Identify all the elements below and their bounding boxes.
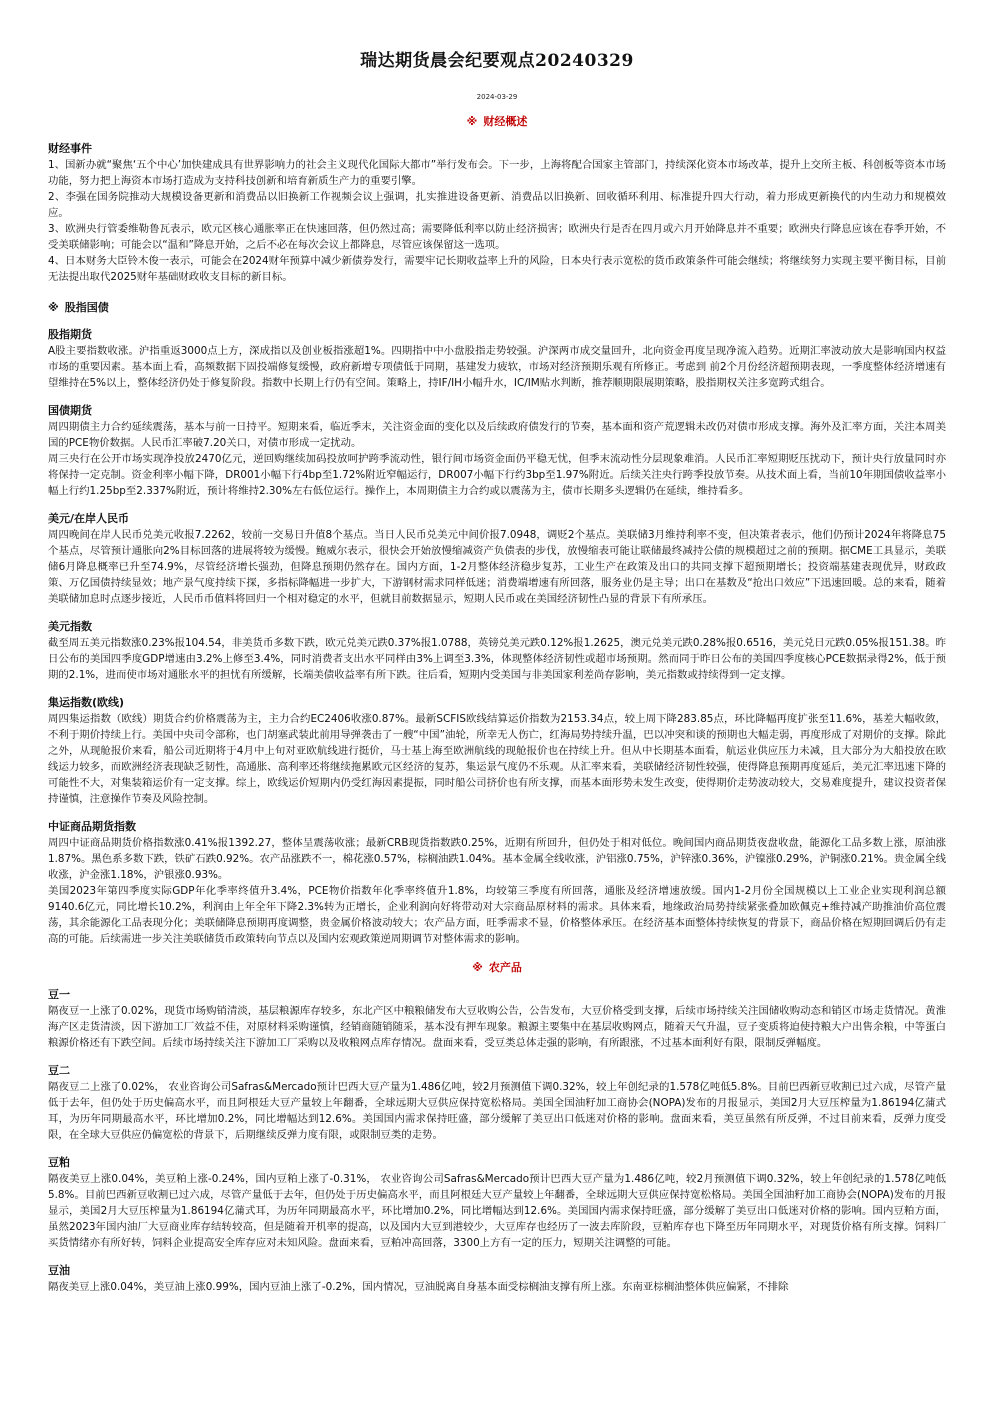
section-title: 农产品 — [488, 961, 522, 974]
block-usd-cny — [48, 511, 946, 607]
paragraph: A股主要指数收涨。沪指重返3000点上方，深成指以及创业板指涨超1%。四期指中中小盘股指走势较强。沪深两市成交量回升，北向资金再度呈现净流入趋势。近期汇率波动放大是影响国内权益市场的重要因素。基本面上看，高频数据下固投端修复缓慢，政府新增专项债低于同期，基建发力疲软，市场对经济预期乐观有所修正。考虑到 前2个月份经济超预期表现，一季度整体经济增速有望维持在5%以上，整体经济仍处于修复阶段。指数中长期上行仍有空间。策略上，持IF/IH小幅升水，IC/IM贴水判断，推荐顺期限展期策略，股指期权关注多宽跨式组合。 — [48, 345, 946, 389]
block-dollar-index — [48, 619, 946, 683]
paragraph: 隔夜美豆上涨0.04%，美豆粕上涨-0.24%，国内豆粕上涨了-0.31%， 农业咨询公司Safras&Mercado预计巴西大豆产量为1.486亿吨，较2月预测值下调0.32%，较上年创纪录的1.578亿吨低5.8%。目前巴西新豆收割已过六成，尽管产量低于去年，但仍处于历史偏高水平，而且阿根廷大豆产量较上年翻番，全球远期大豆供应保持宽松格局。美国全国油籽加工商协会(NOPA)发布的月报显示，美国2月大豆压榨量为1.86194亿蒲式耳，为历年同期最高水平，环比增加0.2%，同比增幅达到12.6%。美国国内需求保持旺盛，部分缓解了美豆出口低迷对价格的影响。国内豆粕方面，虽然2023年国内油厂大豆商业库存结转较高，但是随着开机率的提高，以及国内大豆到港较少，大豆库存也经历了一波去库阶段，豆粕库存也下降至历年同期水平，对现货价格有所支撑。饲料厂买货情绪亦有所好转，饲料企业提高安全库存应对未知风险。盘面来看，豆粕冲高回落，3300上方有一定的压力，短期关注调整的可能。 — [48, 1173, 946, 1249]
block-title: 美元/在岸人民币 — [48, 512, 130, 525]
section-index-bonds-heading — [48, 299, 946, 315]
block-commodity-index — [48, 819, 946, 947]
paragraph: 周四期债主力合约延续震荡，基本与前一日持平。短期来看，临近季末，关注资金面的变化以及后续政府债发行的节奏，基本面和资产荒逻辑未改仍对债市形成支撑。海外及汇率方面，关注本周美国的PCE物价数据。人民币汇率破7.20关口，对债市形成一定扰动。 — [48, 421, 946, 449]
block-title: 美元指数 — [48, 620, 92, 633]
block-stock-index-futures — [48, 327, 946, 391]
paragraph: 4、日本财务大臣铃木俊一表示，可能会在2024财年预算中减少新债券发行，需要牢记长期收益率上升的风险，日本央行表示宽松的货币政策条件可能会继续；将继续努力实现主要平衡目标，目前无法提出取代2025财年基础财政收支目标的新目标。 — [48, 255, 946, 283]
paragraph: 截至周五美元指数涨0.23%报104.54，非美货币多数下跌，欧元兑美元跌0.37%报1.0788，英镑兑美元跌0.12%报1.2625，澳元兑美元跌0.28%报0.6516，美元兑日元跌0.05%报151.38。昨日公布的美国四季度GDP增速由3.2%上修至3.4%，同时消费者支出水平同样由3%上调至3.3%，体现整体经济韧性或超市场预期。然而同于昨日公布的美国四季度核心PCE数据录得2%，低于预期的2.1%，进而使市场对通胀水平的担忧有所缓解，长端美债收益率有所下跌。往后看，短期内受美国与非美国家利差尚存影响，美元指数或持续得到一定支撑。 — [48, 637, 946, 681]
paragraph: 隔夜豆二上涨了0.02%， 农业咨询公司Safras&Mercado预计巴西大豆产量为1.486亿吨，较2月预测值下调0.32%，较上年创纪录的1.578亿吨低5.8%。目前巴西新豆收割已过六成，尽管产量低于去年，但仍处于历史偏高水平，而且阿根廷大豆产量较上年翻番，全球远期大豆供应保持宽松格局。美国全国油籽加工商协会(NOPA)发布的月报显示，美国2月大豆压榨量为1.86194亿蒲式耳，为历年同期最高水平，环比增加0.2%，同比增幅达到12.6%。美国国内需求保持旺盛，部分缓解了美豆出口低迷对价格的影响。盘面来看，美豆虽然有所反弹，不过目前来看，反弹力度受限，在全球大豆供应仍偏宽松的背景下，后期继续反弹力度有限，或限制豆类的走势。 — [48, 1081, 946, 1141]
block-soybean-1 — [48, 987, 946, 1051]
paragraph: 隔夜豆一上涨了0.02%，现货市场购销清淡，基层粮源库存较多，东北产区中粮粮储发布大豆收购公告，公告发布，大豆价格受到支撑，后续市场持续关注国储收购动态和销区市场走货情况。黄淮海产区走货清淡，因下游加工厂效益不佳，对原材料采购谨慎，经销商随销随采，基本没有押车现象。粮源主要集中在基层收购网点，随着天气升温，豆子变质将迫使持粮大户出售余粮，中等蛋白粮源价格还有下跌空间。后续市场持续关注下游加工厂采购以及收粮网点库存情况。盘面来看，受豆类总体走强的影响，有所跟涨，不过基本面利好有限，限制反弹幅度。 — [48, 1005, 946, 1049]
block-title: 豆粕 — [48, 1156, 70, 1169]
block-soybean-meal — [48, 1155, 946, 1251]
block-title: 豆二 — [48, 1064, 70, 1077]
doc-title: 瑞达期货晨会纪要观点20240329 — [360, 51, 634, 71]
paragraph: 隔夜美豆上涨0.04%，美豆油上涨0.99%，国内豆油上涨了-0.2%，国内情况，豆油脱离自身基本面受棕榈油支撑有所上涨。东南亚棕榈油整体供应偏紧，不排除 — [48, 1281, 789, 1293]
paragraph: 周四集运指数（欧线）期货合约价格震荡为主，主力合约EC2406收涨0.87%。最新SCFIS欧线结算运价指数为2153.34点，较上周下降283.85点，环比降幅再度扩张至11.6%，基差大幅收敛，不利于期价持续上行。美国中央司令部称，也门胡塞武装此前用导弹袭击了一艘“中国”油轮，所幸无人伤亡，红海局势持续升温，巴以冲突和谈的预期也大幅走弱，再度形成了对期价的支撑。除此之外，从现舱报价来看，船公司近期将于4月中上旬对亚欧航线进行挺价，马士基上海至欧洲航线的现舱报价也在持续上升。但从中长期基本面看，航运业供应压力未减，且大部分为大船投放在欧线运力较多，而欧洲经济表现缺乏韧性，高通胀、高利率还将继续拖累欧元区经济的复苏，集运景气度仍不乐观。从汇率来看，美联储经济韧性较强，使得降息预期再度延后，美元汇率迅速下降的可能性不大，对集装箱运价有一定支撑。综上，欧线运价短期内仍受红海因素提振，同时船公司挤价也有所支撑，而基本面形势未发生改变，使得期价走势波动较大，交易难度提升，建议投资者保持谨慎，注意操作节奏及风险控制。 — [48, 713, 946, 805]
block-title: 财经事件 — [48, 142, 92, 155]
block-treasury-futures — [48, 403, 946, 499]
section-agri-heading — [48, 959, 946, 975]
block-soybean-oil — [48, 1263, 946, 1295]
block-title: 国债期货 — [48, 404, 92, 417]
section-marker-icon: ※ — [48, 301, 59, 314]
block-finance-events — [48, 141, 946, 285]
paragraph: 2、李强在国务院推动大规模设备更新和消费品以旧换新工作视频会议上强调，扎实推进设备更新、消费品以旧换新、回收循环利用、标准提升四大行动，着力形成更新换代的内生动力和规模效应。 — [48, 191, 946, 219]
block-title: 豆油 — [48, 1264, 70, 1277]
block-container-freight — [48, 695, 946, 807]
block-title: 集运指数(欧线) — [48, 696, 125, 709]
paragraph: 1、国新办就“聚焦‘五个中心’加快建成具有世界影响力的社会主义现代化国际大都市”举行发布会。下一步，上海将配合国家主管部门，持续深化资本市场改革，提升上交所主板、科创板等资本市场功能，努力把上海资本市场打造成为支持科技创新和培育新质生产力的重要引擎。 — [48, 159, 946, 187]
block-title: 豆一 — [48, 988, 70, 1001]
paragraph: 周四晚间在岸人民币兑美元收报7.2262，较前一交易日升值8个基点。当日人民币兑美元中间价报7.0948，调贬2个基点。美联储3月维持利率不变，但决策者表示，他们仍预计2024年将降息75个基点，尽管预计通胀向2%目标回落的进展将较为缓慢。鲍威尔表示，很快会开始放慢缩减资产负债表的步伐，放慢缩表可能让联储最终减持公债的规模超过之前的预期。据CME工具显示，美联储6月降息概率已升至74.9%，尽管经济增长强劲，但降息预期仍然存在。国内方面，1-2月整体经济稳步复苏，工业生产在政策及出口的共同支撑下超预期增长；投资端基建表现优异，财政政策、万亿国债持续显效；地产景气度持续下探，多指标降幅进一步扩大，下游钢材需求同样低迷；消费端增速有所回落，服务业仍是主导；出口在基数及“抢出口效应”下迅速回暖。总的来看，随着美联储加息时点逐步接近，人民币币值料将回归一个相对稳定的水平，但就目前数据显示，短期人民币或在美国经济韧性凸显的背景下有所承压。 — [48, 529, 946, 605]
section-marker-icon: ※ — [466, 115, 478, 128]
section-finance-heading — [48, 113, 946, 129]
doc-date: 2024-03-29 — [476, 93, 518, 101]
block-title: 股指期货 — [48, 328, 92, 341]
block-title: 中证商品期货指数 — [48, 820, 136, 833]
section-title: 股指国债 — [64, 301, 109, 314]
paragraph: 周四中证商品期货价格指数涨0.41%报1392.27，整体呈震荡收涨；最新CRB现货指数跌0.25%，近期有所回升，但仍处于相对低位。晚间国内商品期货夜盘收盘，能源化工品多数上涨，原油涨1.87%。黑色系多数下跌，铁矿石跌0.92%。农产品涨跌不一，棉花涨0.57%，棕榈油跌1.04%。基本金属全线收涨，沪铝涨0.75%，沪锌涨0.36%，沪镍涨0.29%，沪铜涨0.21%。贵金属全线收涨，沪金涨1.18%，沪银涨0.93%。 — [48, 837, 946, 881]
paragraph: 周三央行在公开市场实现净投放2470亿元，逆回购继续加码投放呵护跨季流动性，银行间市场资金面仍平稳无忧，但季末流动性分层现象难消。人民币汇率短期贬压扰动下，预计央行放量同时亦将保持一定克制。资金利率小幅下降，DR001小幅下行4bp至1.72%附近窄幅运行，DR007小幅下行约3bp至1.97%附近。后续关注央行跨季投放节奏。从技术面上看，当前10年期国债收益率小幅上行约1.25bp至2.337%附近，预计将维持2.30%左右低位运行。操作上，本周期债主力合约或以震荡为主，债市长期多头逻辑仍在延续，维持看多。 — [48, 453, 946, 497]
block-soybean-2 — [48, 1063, 946, 1143]
section-title: 财经概述 — [483, 115, 528, 128]
paragraph: 3、欧洲央行管委维勒鲁瓦表示，欧元区核心通胀率正在快速回落，但仍然过高；需要降低利率以防止经济损害；欧洲央行是否在四月或六月开始降息并不重要；欧洲央行降息应该在春季开始，不受美联储影响；可能会以“温和”降息开始，之后不必在每次会议上都降息，尽管应该保留这一选项。 — [48, 223, 946, 251]
paragraph: 美国2023年第四季度实际GDP年化季率终值升3.4%，PCE物价指数年化季率终值升1.8%，均较第三季度有所回落，通胀及经济增速放缓。国内1-2月份全国规模以上工业企业实现利润总额9140.6亿元，同比增长10.2%，利润由上年全年下降2.3%转为正增长，企业利润向好将带动对大宗商品原材料的需求。具体来看，地缘政治局势持续紧张叠加欧佩克+维持减产助推油价高位震荡，其余能源化工品表现分化；美联储降息预期再度调整，贵金属价格波动较大；农产品方面，旺季需求不显，价格整体承压。在经济基本面整体持续恢复的背景下，商品价格在短期回调后仍有走高的可能。后续需进一步关注美联储货币政策转向节点以及国内宏观政策逆周期调节对整体需求的影响。 — [48, 885, 946, 945]
section-marker-icon: ※ — [472, 961, 483, 974]
